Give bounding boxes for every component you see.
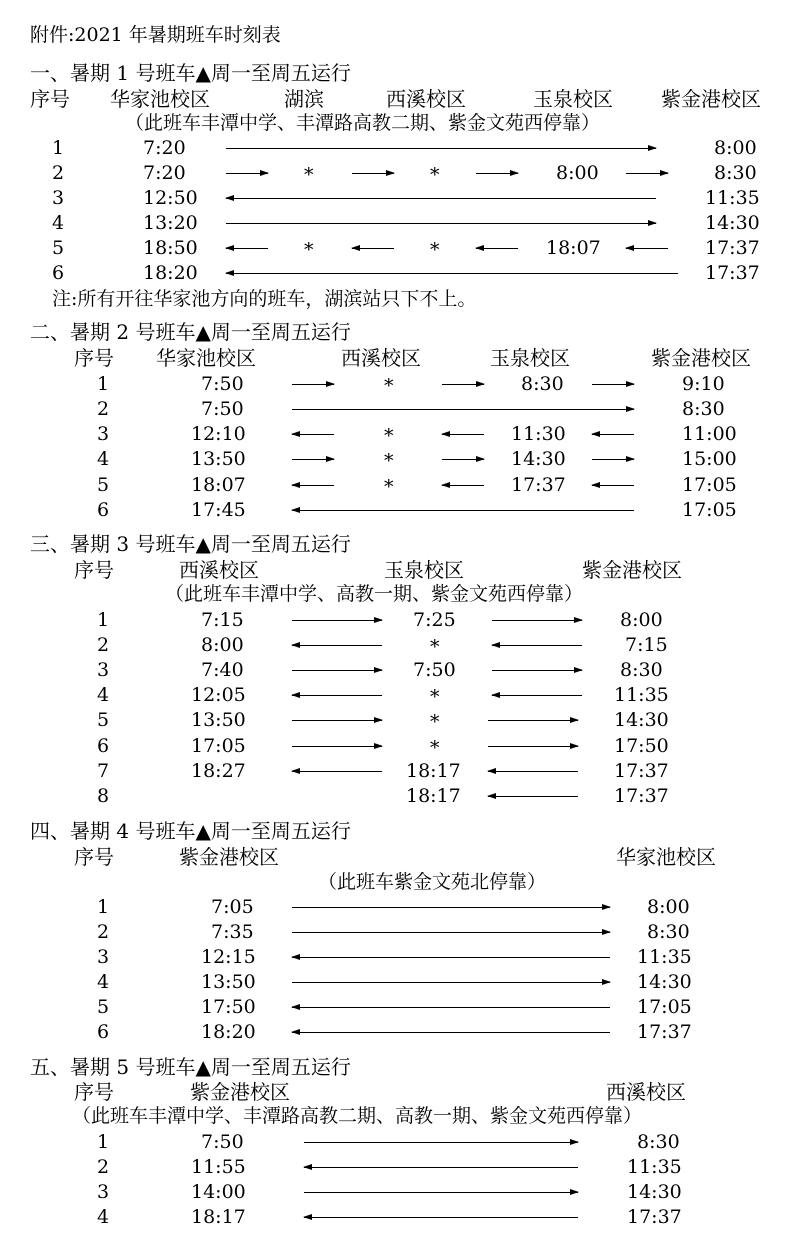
column-header: 华家池校区 — [616, 845, 716, 869]
row-number: 3 — [52, 187, 65, 209]
row-number: 4 — [52, 212, 65, 234]
time-cell: 18:07 — [191, 474, 246, 496]
time-cell: 7:50 — [201, 1131, 244, 1153]
arrow-right-icon — [442, 459, 484, 460]
arrow-right-icon — [292, 746, 382, 747]
time-cell: 8:30 — [637, 1131, 680, 1153]
arrow-left-icon — [292, 957, 610, 958]
time-cell: 8:30 — [521, 373, 564, 395]
time-cell: 13:20 — [143, 212, 198, 234]
time-cell: 14:30 — [614, 709, 669, 731]
row-number: 5 — [97, 709, 110, 731]
time-cell: 12:10 — [191, 423, 246, 445]
pass-through-marker: * — [430, 686, 440, 708]
time-cell: 17:05 — [682, 474, 737, 496]
column-header: 序号 — [74, 1080, 114, 1104]
column-header: 紫金港校区 — [190, 1080, 290, 1104]
time-cell: 7:20 — [143, 162, 186, 184]
arrow-right-icon — [592, 384, 634, 385]
time-cell: 18:20 — [143, 262, 198, 284]
row-number: 3 — [97, 946, 110, 968]
time-cell: 18:20 — [201, 1021, 256, 1043]
arrow-right-icon — [292, 670, 382, 671]
time-cell: 17:37 — [637, 1021, 692, 1043]
time-cell: 7:35 — [211, 921, 254, 943]
time-cell: 8:00 — [620, 609, 663, 631]
time-cell: 9:10 — [682, 373, 725, 395]
time-cell: 7:15 — [625, 634, 668, 656]
arrow-right-icon — [292, 384, 334, 385]
stop-note: （此班车丰潭中学、丰潭路高教二期、高教一期、紫金文苑西停靠） — [72, 1105, 643, 1127]
arrow-right-icon — [292, 907, 610, 908]
arrow-left-icon — [292, 434, 334, 435]
row-number: 4 — [97, 684, 110, 706]
footnote: 注:所有开往华家池方向的班车，湖滨站只下不上。 — [52, 288, 477, 310]
time-cell: 14:30 — [627, 1181, 682, 1203]
time-cell: 11:35 — [627, 1156, 682, 1178]
time-cell: 17:37 — [614, 760, 669, 782]
arrow-right-icon — [492, 620, 582, 621]
time-cell: 14:00 — [191, 1181, 246, 1203]
column-header: 紫金港校区 — [582, 558, 682, 582]
row-number: 8 — [97, 785, 110, 807]
pass-through-marker: * — [384, 476, 394, 498]
time-cell: 18:27 — [191, 760, 246, 782]
arrow-right-icon — [292, 982, 610, 983]
arrow-right-icon — [226, 173, 268, 174]
arrow-left-icon — [488, 796, 578, 797]
arrow-left-icon — [304, 1217, 578, 1218]
time-cell: 17:50 — [201, 996, 256, 1018]
time-cell: 11:00 — [682, 423, 737, 445]
row-number: 2 — [97, 921, 110, 943]
time-cell: 17:37 — [614, 785, 669, 807]
arrow-left-icon — [304, 1167, 578, 1168]
arrow-right-icon — [226, 148, 656, 149]
arrow-left-icon — [292, 1032, 610, 1033]
arrow-right-icon — [492, 670, 582, 671]
row-number: 4 — [97, 448, 110, 470]
time-cell: 12:05 — [191, 684, 246, 706]
arrow-right-icon — [292, 620, 382, 621]
time-cell: 11:55 — [191, 1156, 246, 1178]
arrow-left-icon — [488, 771, 578, 772]
time-cell: 18:17 — [406, 760, 461, 782]
arrow-left-icon — [442, 434, 484, 435]
time-cell: 15:00 — [682, 448, 737, 470]
row-number: 1 — [97, 896, 110, 918]
time-cell: 18:17 — [191, 1206, 246, 1228]
column-header: 玉泉校区 — [533, 87, 613, 111]
pass-through-marker: * — [384, 375, 394, 397]
pass-through-marker: * — [304, 164, 314, 186]
time-cell: 17:05 — [191, 735, 246, 757]
pass-through-marker: * — [384, 425, 394, 447]
column-header: 玉泉校区 — [384, 558, 464, 582]
row-number: 1 — [52, 137, 65, 159]
arrow-right-icon — [292, 459, 334, 460]
stop-note: （此班车丰潭中学、高教一期、紫金文苑西停靠） — [165, 583, 584, 605]
column-header: 紫金港校区 — [179, 845, 279, 869]
row-number: 6 — [97, 1021, 110, 1043]
row-number: 3 — [97, 423, 110, 445]
time-cell: 8:30 — [647, 921, 690, 943]
time-cell: 12:15 — [201, 946, 256, 968]
time-cell: 11:30 — [511, 423, 566, 445]
arrow-right-icon — [352, 173, 394, 174]
time-cell: 17:05 — [682, 499, 737, 521]
pass-through-marker: * — [430, 737, 440, 759]
pass-through-marker: * — [430, 164, 440, 186]
arrow-right-icon — [292, 409, 634, 410]
row-number: 5 — [52, 237, 65, 259]
time-cell: 8:30 — [682, 398, 725, 420]
arrow-left-icon — [442, 485, 484, 486]
arrow-left-icon — [492, 645, 582, 646]
arrow-left-icon — [292, 645, 382, 646]
row-number: 2 — [97, 398, 110, 420]
column-header: 紫金港校区 — [661, 87, 761, 111]
arrow-left-icon — [226, 248, 268, 249]
row-number: 3 — [97, 659, 110, 681]
time-cell: 7:20 — [143, 137, 186, 159]
arrow-right-icon — [292, 932, 610, 933]
time-cell: 12:50 — [143, 187, 198, 209]
arrow-left-icon — [626, 248, 668, 249]
arrow-right-icon — [592, 459, 634, 460]
row-number: 4 — [97, 971, 110, 993]
column-header: 华家池校区 — [110, 87, 210, 111]
section-heading: 三、暑期 3 号班车▲周一至周五运行 — [30, 532, 351, 556]
time-cell: 8:00 — [714, 137, 757, 159]
time-cell: 8:00 — [556, 162, 599, 184]
arrow-left-icon — [292, 1007, 610, 1008]
time-cell: 17:05 — [637, 996, 692, 1018]
arrow-left-icon — [226, 198, 656, 199]
row-number: 1 — [97, 1131, 110, 1153]
row-number: 2 — [52, 162, 65, 184]
column-header: 玉泉校区 — [490, 346, 570, 370]
time-cell: 17:45 — [191, 499, 246, 521]
time-cell: 17:37 — [511, 474, 566, 496]
stop-note: （此班车紫金文苑北停靠） — [318, 871, 547, 893]
section-heading: 五、暑期 5 号班车▲周一至周五运行 — [30, 1055, 351, 1079]
arrow-right-icon — [488, 720, 578, 721]
column-header: 湖滨 — [284, 87, 324, 111]
time-cell: 18:17 — [406, 785, 461, 807]
row-number: 4 — [97, 1206, 110, 1228]
row-number: 6 — [97, 499, 110, 521]
time-cell: 13:50 — [191, 448, 246, 470]
row-number: 1 — [97, 373, 110, 395]
time-cell: 8:30 — [714, 162, 757, 184]
pass-through-marker: * — [384, 450, 394, 472]
time-cell: 17:37 — [705, 262, 760, 284]
time-cell: 7:50 — [413, 659, 456, 681]
arrow-right-icon — [626, 173, 668, 174]
arrow-left-icon — [292, 771, 382, 772]
arrow-left-icon — [476, 248, 518, 249]
arrow-right-icon — [226, 223, 656, 224]
pass-through-marker: * — [430, 239, 440, 261]
arrow-left-icon — [292, 695, 382, 696]
row-number: 3 — [97, 1181, 110, 1203]
column-header: 西溪校区 — [179, 558, 259, 582]
pass-through-marker: * — [304, 239, 314, 261]
arrow-right-icon — [488, 746, 578, 747]
time-cell: 18:50 — [143, 237, 198, 259]
arrow-left-icon — [592, 485, 634, 486]
time-cell: 8:00 — [647, 896, 690, 918]
time-cell: 7:50 — [201, 373, 244, 395]
section-heading: 一、暑期 1 号班车▲周一至周五运行 — [30, 61, 351, 85]
time-cell: 7:15 — [201, 609, 244, 631]
stop-note: （此班车丰潭中学、丰潭路高教二期、紫金文苑西停靠） — [125, 112, 601, 134]
column-header: 西溪校区 — [606, 1080, 686, 1104]
section-heading: 四、暑期 4 号班车▲周一至周五运行 — [30, 819, 351, 843]
pass-through-marker: * — [430, 711, 440, 733]
row-number: 5 — [97, 474, 110, 496]
row-number: 5 — [97, 996, 110, 1018]
arrow-left-icon — [292, 510, 634, 511]
row-number: 6 — [97, 735, 110, 757]
arrow-right-icon — [304, 1142, 578, 1143]
row-number: 2 — [97, 634, 110, 656]
time-cell: 13:50 — [201, 971, 256, 993]
column-header: 序号 — [74, 558, 114, 582]
time-cell: 7:05 — [211, 896, 254, 918]
time-cell: 14:30 — [705, 212, 760, 234]
time-cell: 7:40 — [201, 659, 244, 681]
time-cell: 11:35 — [614, 684, 669, 706]
column-header: 西溪校区 — [386, 87, 466, 111]
time-cell: 17:37 — [705, 237, 760, 259]
row-number: 7 — [97, 760, 110, 782]
arrow-right-icon — [304, 1192, 578, 1193]
time-cell: 7:50 — [201, 398, 244, 420]
column-header: 华家池校区 — [156, 346, 256, 370]
arrow-left-icon — [292, 485, 334, 486]
column-header: 序号 — [30, 87, 70, 111]
arrow-left-icon — [492, 695, 582, 696]
time-cell: 8:30 — [620, 659, 663, 681]
time-cell: 7:25 — [413, 609, 456, 631]
time-cell: 17:50 — [614, 735, 669, 757]
time-cell: 18:07 — [546, 237, 601, 259]
column-header: 序号 — [74, 845, 114, 869]
time-cell: 14:30 — [637, 971, 692, 993]
arrow-right-icon — [476, 173, 518, 174]
column-header: 西溪校区 — [341, 346, 421, 370]
page-title: 附件:2021 年暑期班车时刻表 — [30, 24, 281, 46]
time-cell: 17:37 — [627, 1206, 682, 1228]
row-number: 2 — [97, 1156, 110, 1178]
column-header: 序号 — [74, 346, 114, 370]
arrow-left-icon — [352, 248, 394, 249]
time-cell: 13:50 — [191, 709, 246, 731]
column-header: 紫金港校区 — [651, 346, 751, 370]
time-cell: 14:30 — [511, 448, 566, 470]
arrow-right-icon — [292, 720, 382, 721]
arrow-right-icon — [442, 384, 484, 385]
pass-through-marker: * — [430, 636, 440, 658]
section-heading: 二、暑期 2 号班车▲周一至周五运行 — [30, 320, 351, 344]
time-cell: 11:35 — [637, 946, 692, 968]
time-cell: 8:00 — [201, 634, 244, 656]
row-number: 6 — [52, 262, 65, 284]
arrow-left-icon — [592, 434, 634, 435]
time-cell: 11:35 — [705, 187, 760, 209]
arrow-left-icon — [226, 273, 678, 274]
row-number: 1 — [97, 609, 110, 631]
